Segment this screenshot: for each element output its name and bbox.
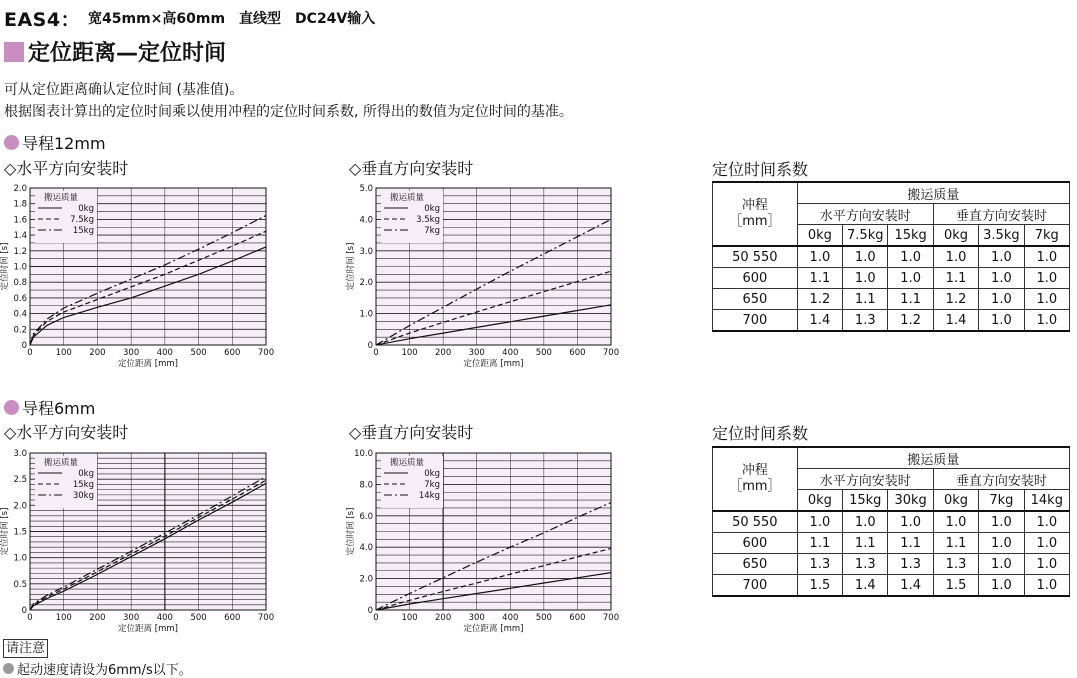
y-tick-label: 1.0 [13, 553, 27, 564]
y-tick-label: 4.0 [359, 215, 373, 226]
y-tick-label: 5.0 [359, 184, 373, 194]
coef-cell: 1.0 [1024, 289, 1069, 310]
y-tick-label: 10.0 [354, 449, 373, 459]
mass-header: 搬运质量 [797, 182, 1069, 204]
coef-cell: 1.1 [797, 268, 842, 289]
coef-cell: 1.4 [888, 575, 933, 597]
coef-cell: 1.0 [933, 246, 978, 268]
model-title: EAS4： [4, 9, 81, 31]
mass-col-header: 0kg [933, 490, 978, 512]
mass-col-header: 7.5kg [843, 225, 888, 247]
y-tick-label: 1.0 [13, 262, 27, 273]
legend-entry: 15kg [72, 480, 94, 490]
legend-entry: 0kg [424, 204, 440, 214]
caution-note-text: 起动速度请设为6mm/s以下。 [17, 663, 192, 678]
x-axis-label: 定位距离 [mm] [463, 624, 524, 634]
mass-col-header: 0kg [797, 490, 842, 512]
coef-cell: 1.1 [933, 268, 978, 289]
table-row [713, 554, 1070, 575]
y-tick-label: 2.0 [13, 501, 27, 512]
x-tick-label: 200 [435, 348, 452, 358]
coef-table-title-2: 定位时间系数 [712, 424, 809, 443]
coef-cell: 1.1 [888, 533, 933, 554]
stroke-cell: 650 [713, 554, 798, 575]
x-tick-label: 0 [27, 348, 33, 358]
stroke-header: 冲程 ［mm］ [713, 447, 798, 511]
mass-col-header: 3.5kg [979, 225, 1024, 247]
x-tick-label: 300 [468, 613, 485, 623]
chart-6mm-horizontal [0, 443, 290, 639]
vertical-mount-label-1: ◇垂直方向安装时 [349, 159, 474, 178]
y-tick-label: 0.4 [13, 309, 27, 320]
x-tick-label: 300 [123, 348, 140, 358]
y-tick-label: 0 [21, 606, 27, 616]
mass-col-header: 14kg [1024, 490, 1069, 512]
note-bullet-icon [3, 663, 14, 674]
caution-note [3, 659, 192, 678]
y-tick-label: 0.6 [13, 293, 27, 304]
x-tick-label: 700 [257, 348, 275, 358]
model-spec: 宽45mm×高60mm 直线型 DC24V输入 [88, 11, 376, 27]
y-tick-label: 0.8 [13, 278, 27, 289]
x-tick-label: 0 [373, 613, 379, 623]
x-tick-label: 600 [569, 613, 586, 623]
y-tick-label: 1.5 [13, 527, 27, 538]
coef-cell: 1.4 [843, 575, 888, 597]
coef-cell: 1.0 [1024, 246, 1069, 268]
x-axis-label: 定位距离 [mm] [118, 624, 178, 634]
coef-cell: 1.0 [888, 511, 933, 533]
chart-6mm-vertical [340, 443, 640, 639]
stroke-cell: 50 550 [713, 511, 798, 533]
x-tick-label: 300 [468, 348, 485, 358]
x-tick-label: 700 [602, 613, 620, 623]
x-tick-label: 0 [373, 348, 379, 358]
coef-cell: 1.0 [1024, 268, 1069, 289]
legend-entry: 0kg [78, 469, 94, 479]
coef-table-title-1: 定位时间系数 [712, 160, 809, 179]
chart-12mm-vertical [340, 178, 640, 378]
legend-title: 搬运质量 [44, 458, 79, 468]
coef-cell: 1.3 [843, 310, 888, 332]
table-row [713, 575, 1070, 597]
y-tick-label: 1.0 [359, 309, 373, 320]
lead-12mm-text: 导程12mm [22, 134, 106, 153]
y-axis-label: 定位时间 [s] [346, 242, 356, 291]
coef-cell: 1.3 [843, 554, 888, 575]
x-tick-label: 400 [156, 348, 173, 358]
table-row [713, 511, 1070, 533]
coef-cell: 1.0 [1024, 511, 1069, 533]
intro-line-2: 根据图表计算出的定位时间乘以使用冲程的定位时间系数, 所得出的数值为定位时间的基准。 [4, 104, 573, 120]
y-tick-label: 2.0 [359, 278, 373, 289]
coef-cell: 1.0 [1024, 533, 1069, 554]
table-row [713, 289, 1070, 310]
mass-header: 搬运质量 [797, 447, 1069, 469]
chart-12mm-horizontal [0, 178, 290, 378]
coef-cell: 1.0 [843, 511, 888, 533]
legend-entry: 7.5kg [70, 215, 94, 225]
stroke-cell: 600 [713, 533, 798, 554]
y-tick-label: 1.6 [13, 215, 27, 226]
y-axis-label: 定位时间 [s] [0, 242, 10, 291]
bullet-dot-icon [4, 400, 19, 415]
table-row [713, 268, 1070, 289]
coef-cell: 1.3 [888, 554, 933, 575]
intro-line-1: 可从定位距离确认定位时间 (基准值)。 [4, 82, 244, 98]
orient-header-horizontal: 水平方向安装时 [797, 204, 933, 225]
y-tick-label: 8.0 [359, 480, 373, 491]
y-axis-label: 定位时间 [s] [346, 507, 356, 556]
x-tick-label: 400 [502, 348, 519, 358]
table-row [713, 533, 1070, 554]
x-tick-label: 400 [156, 613, 173, 623]
coef-cell: 1.1 [933, 533, 978, 554]
coef-cell: 1.0 [979, 575, 1024, 597]
mass-col-header: 0kg [933, 225, 978, 247]
x-tick-label: 200 [435, 613, 452, 623]
x-axis-label: 定位距离 [mm] [463, 359, 524, 369]
mass-col-header: 30kg [888, 490, 933, 512]
x-tick-label: 600 [569, 348, 586, 358]
coef-cell: 1.0 [797, 246, 842, 268]
x-tick-label: 500 [190, 348, 207, 358]
table-row [713, 246, 1070, 268]
lead-6mm-text: 导程6mm [22, 399, 96, 418]
coef-cell: 1.2 [933, 289, 978, 310]
x-tick-label: 200 [89, 348, 106, 358]
y-axis-label: 定位时间 [s] [0, 507, 10, 556]
legend-title: 搬运质量 [44, 193, 79, 203]
coef-cell: 1.4 [797, 310, 842, 332]
y-tick-label: 0.5 [13, 579, 27, 590]
coef-cell: 1.0 [979, 289, 1024, 310]
coef-cell: 1.0 [1024, 554, 1069, 575]
coef-cell: 1.0 [843, 246, 888, 268]
y-tick-label: 4.0 [359, 543, 373, 554]
y-tick-label: 2.0 [13, 184, 27, 194]
y-tick-label: 3.0 [13, 449, 27, 459]
coef-cell: 1.4 [933, 310, 978, 332]
coef-cell: 1.1 [843, 289, 888, 310]
section-title [4, 36, 226, 67]
orient-header-vertical: 垂直方向安装时 [933, 204, 1069, 225]
x-tick-label: 200 [89, 613, 106, 623]
stroke-header: 冲程 ［mm］ [713, 182, 798, 246]
mass-col-header: 15kg [843, 490, 888, 512]
legend-entry: 7kg [424, 480, 440, 490]
horizontal-mount-label-2: ◇水平方向安装时 [4, 423, 129, 442]
x-tick-label: 100 [55, 348, 72, 358]
y-tick-label: 1.2 [13, 246, 27, 257]
x-tick-label: 600 [224, 348, 241, 358]
x-axis-label: 定位距离 [mm] [118, 359, 178, 369]
x-tick-label: 600 [224, 613, 241, 623]
vertical-mount-label-2: ◇垂直方向安装时 [349, 423, 474, 442]
lead-12mm-heading [4, 131, 106, 154]
legend-entry: 3.5kg [416, 215, 440, 225]
coef-cell: 1.0 [843, 268, 888, 289]
coef-cell: 1.0 [888, 246, 933, 268]
mass-col-header: 15kg [888, 225, 933, 247]
stroke-cell: 700 [713, 575, 798, 597]
coef-cell: 1.2 [888, 310, 933, 332]
coef-cell: 1.3 [933, 554, 978, 575]
y-tick-label: 0 [367, 341, 373, 351]
y-tick-label: 3.0 [359, 246, 373, 257]
y-tick-label: 1.4 [13, 231, 27, 242]
y-tick-label: 6.0 [359, 511, 373, 522]
coef-cell: 1.1 [888, 289, 933, 310]
x-tick-label: 0 [27, 613, 33, 623]
coef-cell: 1.0 [979, 511, 1024, 533]
y-tick-label: 2.0 [359, 574, 373, 585]
table-row [713, 310, 1070, 332]
x-tick-label: 100 [401, 348, 418, 358]
coef-cell: 1.0 [979, 246, 1024, 268]
caution-label: 请注意 [3, 639, 48, 658]
stroke-cell: 700 [713, 310, 798, 332]
coef-cell: 1.0 [888, 268, 933, 289]
x-tick-label: 300 [123, 613, 140, 623]
legend-entry: 0kg [424, 469, 440, 479]
coef-cell: 1.1 [797, 533, 842, 554]
section-title-text: 定位距离—定位时间 [28, 41, 227, 66]
x-tick-label: 100 [55, 613, 72, 623]
mass-col-header: 7kg [979, 490, 1024, 512]
coef-table-12mm [712, 181, 1070, 332]
orient-header-vertical: 垂直方向安装时 [933, 469, 1069, 490]
coef-cell: 1.0 [979, 268, 1024, 289]
legend-entry: 30kg [72, 491, 94, 501]
x-tick-label: 500 [190, 613, 207, 623]
y-tick-label: 1.8 [13, 199, 27, 210]
bullet-dot-icon [4, 135, 19, 150]
legend-entry: 7kg [424, 226, 440, 236]
coef-cell: 1.3 [797, 554, 842, 575]
legend-title: 搬运质量 [390, 193, 425, 203]
x-tick-label: 700 [602, 348, 620, 358]
legend-title: 搬运质量 [390, 458, 425, 468]
coef-cell: 1.0 [979, 310, 1024, 332]
x-tick-label: 700 [257, 613, 275, 623]
section-square-icon [4, 42, 24, 62]
coef-cell: 1.2 [797, 289, 842, 310]
y-tick-label: 0 [21, 341, 27, 351]
coef-cell: 1.0 [1024, 575, 1069, 597]
stroke-cell: 600 [713, 268, 798, 289]
x-tick-label: 400 [502, 613, 519, 623]
coef-cell: 1.0 [933, 511, 978, 533]
lead-6mm-heading [4, 396, 95, 419]
stroke-cell: 50 550 [713, 246, 798, 268]
mass-col-header: 0kg [797, 225, 842, 247]
legend-entry: 15kg [72, 226, 94, 236]
legend-entry: 14kg [418, 491, 440, 501]
coef-cell: 1.5 [933, 575, 978, 597]
x-tick-label: 100 [401, 613, 418, 623]
coef-cell: 1.0 [797, 511, 842, 533]
y-tick-label: 0 [367, 606, 373, 616]
coef-cell: 1.1 [843, 533, 888, 554]
orient-header-horizontal: 水平方向安装时 [797, 469, 933, 490]
coef-cell: 1.0 [979, 533, 1024, 554]
y-tick-label: 0.2 [13, 325, 27, 336]
coef-cell: 1.0 [1024, 310, 1069, 332]
stroke-cell: 650 [713, 289, 798, 310]
coef-cell: 1.5 [797, 575, 842, 597]
x-tick-label: 500 [535, 348, 552, 358]
coef-table-6mm [712, 446, 1070, 597]
y-tick-label: 2.5 [13, 475, 27, 486]
legend-entry: 0kg [78, 204, 94, 214]
horizontal-mount-label-1: ◇水平方向安装时 [4, 159, 129, 178]
coef-cell: 1.0 [979, 554, 1024, 575]
mass-col-header: 7kg [1024, 225, 1069, 247]
x-tick-label: 500 [535, 613, 552, 623]
